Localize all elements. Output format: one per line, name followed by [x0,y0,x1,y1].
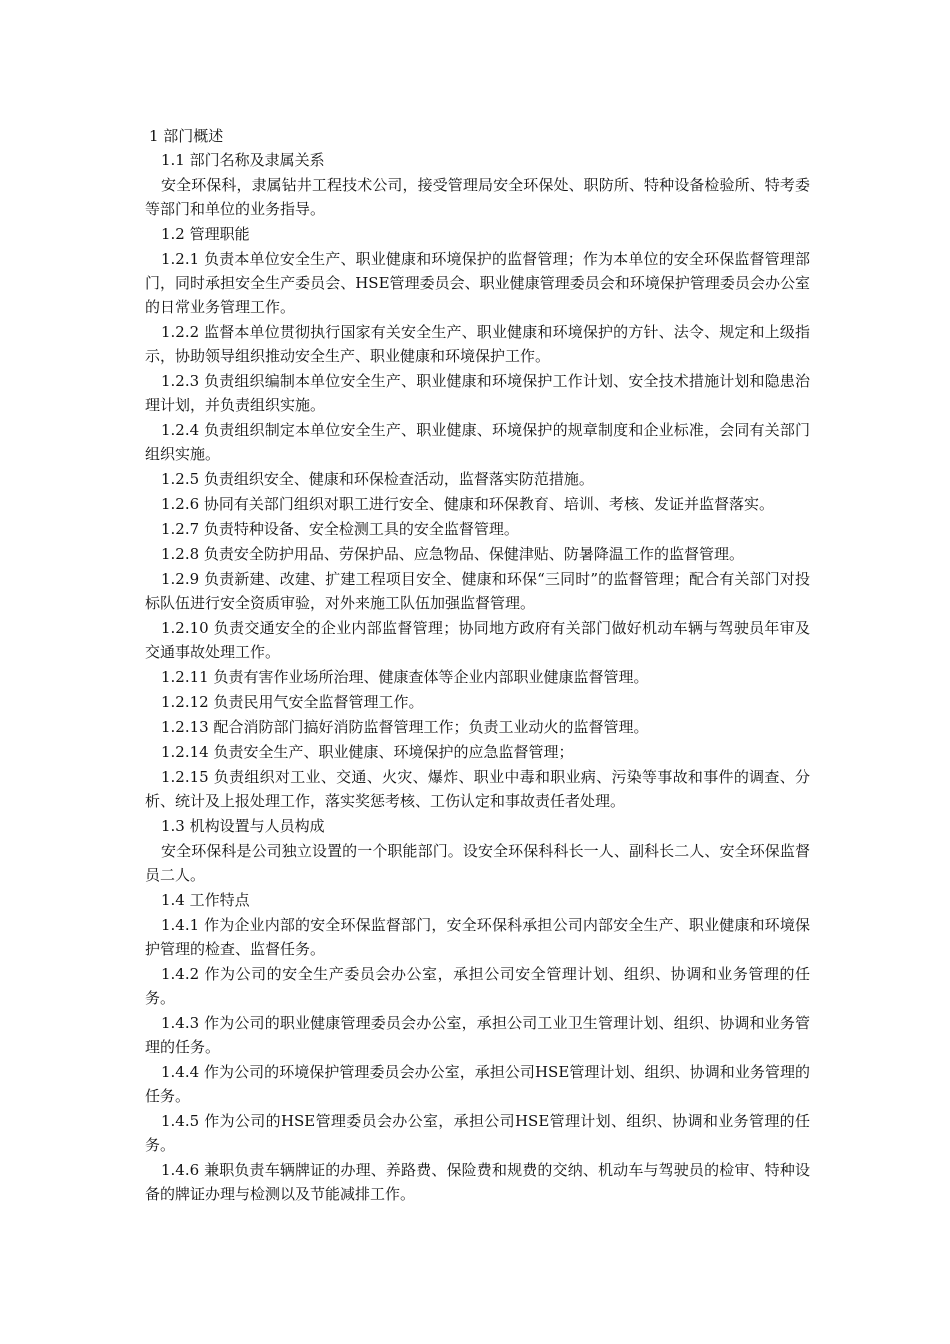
section-heading: 1 部门概述 [149,127,224,145]
paragraph: 1.2.10 负责交通安全的企业内部监督管理；协同地方政府有关部门做好机动车辆与驾驶员年审及交通事故处理工作。 [145,619,810,661]
subsection-heading: 1.4 工作特点 [161,891,250,909]
paragraph: 1.2.11 负责有害作业场所治理、健康查体等企业内部职业健康监督管理。 [161,668,649,686]
paragraph: 1.4.2 作为公司的安全生产委员会办公室，承担公司安全管理计划、组织、协调和业务管理的任务。 [145,965,810,1007]
paragraph: 1.4.4 作为公司的环境保护管理委员会办公室，承担公司HSE管理计划、组织、协调和业务管理的任务。 [145,1063,810,1105]
paragraph: 1.4.5 作为公司的HSE管理委员会办公室，承担公司HSE管理计划、组织、协调和业务管理的任务。 [145,1112,810,1154]
paragraph: 1.2.9 负责新建、改建、扩建工程项目安全、健康和环保“三同时”的监督管理；配合有关部门对投标队伍进行安全资质审验，对外来施工队伍加强监督管理。 [145,570,810,612]
paragraph: 1.2.6 协同有关部门组织对职工进行安全、健康和环保教育、培训、考核、发证并监督落实。 [161,495,774,513]
paragraph: 1.2.12 负责民用气安全监督管理工作。 [161,693,424,711]
paragraph: 1.2.2 监督本单位贯彻执行国家有关安全生产、职业健康和环境保护的方针、法令、规定和上级指示，协助领导组织推动安全生产、职业健康和环境保护工作。 [145,323,810,365]
paragraph: 1.2.13 配合消防部门搞好消防监督管理工作；负责工业动火的监督管理。 [161,718,649,736]
paragraph: 1.2.5 负责组织安全、健康和环保检查活动，监督落实防范措施。 [161,470,594,488]
subsection-heading: 1.2 管理职能 [161,225,250,243]
paragraph: 1.2.15 负责组织对工业、交通、火灾、爆炸、职业中毒和职业病、污染等事故和事件的调查、分析、统计及上报处理工作，落实奖惩考核、工伤认定和事故责任者处理。 [145,768,810,810]
paragraph: 1.2.7 负责特种设备、安全检测工具的安全监督管理。 [161,520,519,538]
subsection-heading: 1.1 部门名称及隶属关系 [161,151,325,169]
paragraph: 1.4.3 作为公司的职业健康管理委员会办公室，承担公司工业卫生管理计划、组织、协调和业务管理的任务。 [145,1014,810,1056]
paragraph: 安全环保科，隶属钻井工程技术公司，接受管理局安全环保处、职防所、特种设备检验所、特考委等部门和单位的业务指导。 [145,176,810,218]
subsection-heading: 1.3 机构设置与人员构成 [161,817,325,835]
paragraph: 1.4.1 作为企业内部的安全环保监督部门，安全环保科承担公司内部安全生产、职业健康和环境保护管理的检查、监督任务。 [145,916,810,958]
paragraph: 1.2.3 负责组织编制本单位安全生产、职业健康和环境保护工作计划、安全技术措施计划和隐患治理计划，并负责组织实施。 [145,372,810,414]
paragraph: 安全环保科是公司独立设置的一个职能部门。设安全环保科科长一人、副科长二人、安全环保监督员二人。 [145,842,810,884]
paragraph: 1.2.1 负责本单位安全生产、职业健康和环境保护的监督管理；作为本单位的安全环保监督管理部门，同时承担安全生产委员会、HSE管理委员会、职业健康管理委员会和环境保护管理委员会办公室的日常业务管理工作。 [145,250,810,316]
paragraph: 1.4.6 兼职负责车辆牌证的办理、养路费、保险费和规费的交纳、机动车与驾驶员的检审、特种设备的牌证办理与检测以及节能减排工作。 [145,1161,810,1203]
paragraph: 1.2.4 负责组织制定本单位安全生产、职业健康、环境保护的规章制度和企业标准，会同有关部门组织实施。 [145,421,810,463]
paragraph: 1.2.8 负责安全防护用品、劳保护品、应急物品、保健津贴、防暑降温工作的监督管理。 [161,545,744,563]
paragraph: 1.2.14 负责安全生产、职业健康、环境保护的应急监督管理； [161,743,574,761]
document-page [145,124,810,1206]
